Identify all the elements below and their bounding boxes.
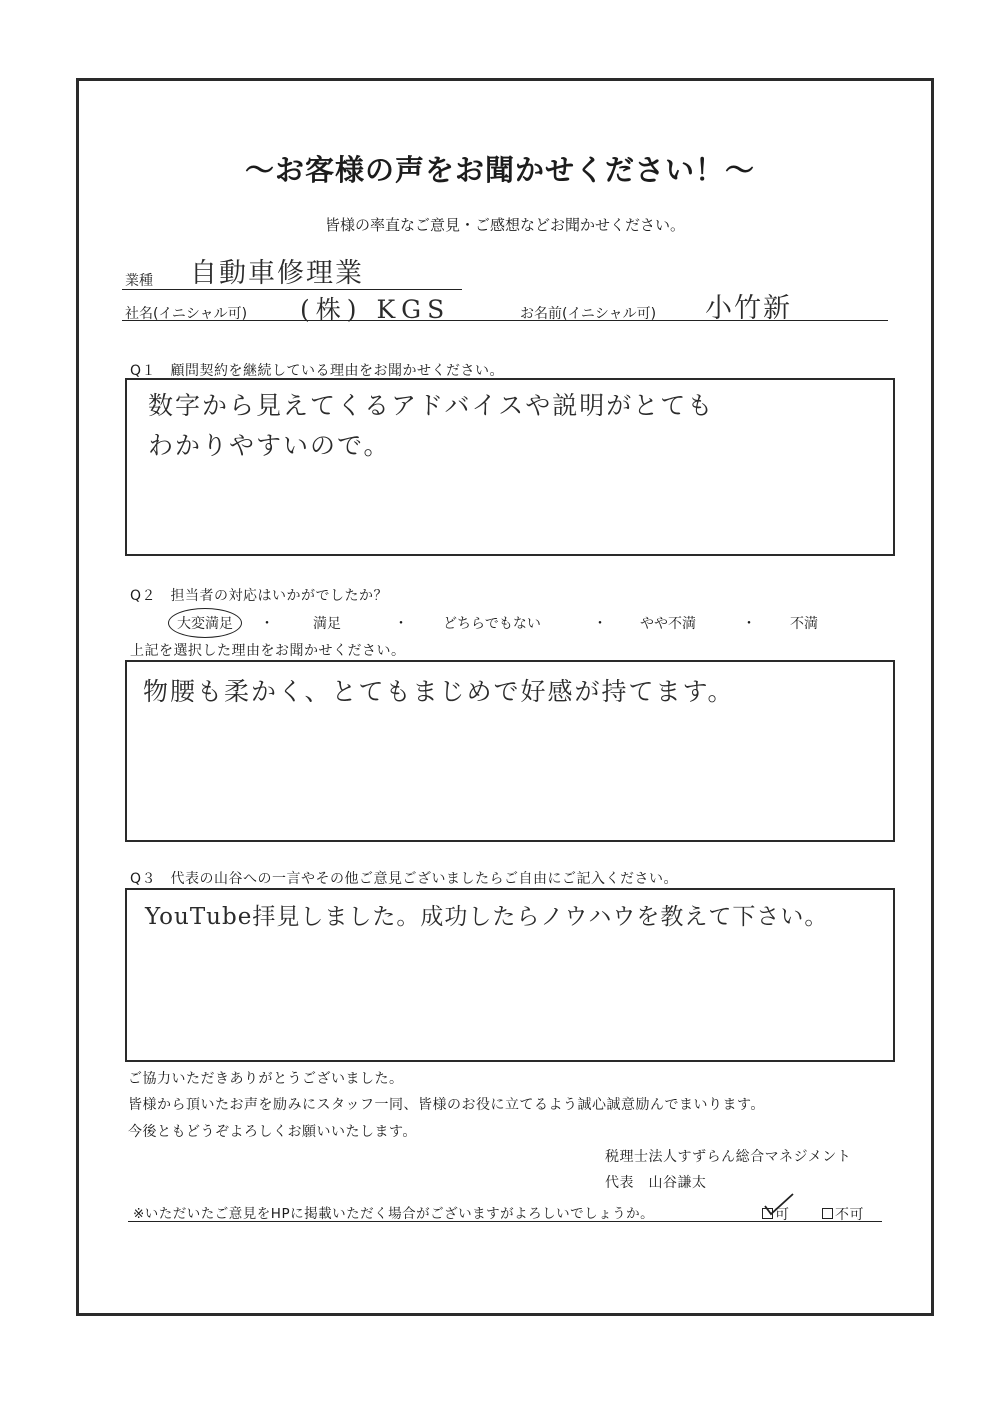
representative-name: 代表 山谷謙太 [605, 1175, 707, 1191]
check-mark-icon [761, 1190, 797, 1220]
q2-separator: ・ [394, 616, 408, 632]
name-value: 小竹新 [705, 293, 792, 324]
industry-value: 自動車修理業 [190, 258, 364, 289]
page-subtitle: 皆様の率直なご意見・ご感想などお聞かせください。 [324, 216, 685, 234]
q1-answer-line1: 数字から見えてくるアドバイスや説明がとても [148, 391, 715, 420]
q2-answer-line1: 物腰も柔かく、とてもまじめで好感が持てます。 [143, 677, 735, 706]
closing-message: 皆様から頂いたお声を励みにスタッフ一同、皆様のお役に立てるよう誠心誠意励んでまいります。 [128, 1097, 765, 1113]
q1-answer-line2: わかりやすいので。 [148, 431, 391, 460]
page-title: 〜お客様の声をお聞かせください！〜 [244, 153, 755, 187]
q3-answer-line1: YouTube拝見しました。成功したらノウハウを教えて下さい。 [145, 904, 829, 930]
top-margin-trace [240, 44, 560, 64]
permission-underline [128, 1221, 882, 1222]
allow-label: 可 [775, 1207, 790, 1223]
q2-separator: ・ [593, 616, 607, 632]
q2-option-very-satisfied[interactable]: 大変満足 [177, 616, 233, 632]
company-value: (株) KGS [300, 295, 451, 324]
company-label: 社名(イニシャル可) [125, 306, 248, 322]
q3-question: Q３ 代表の山谷への一言やその他ご意見ございましたらご自由にご記入ください。 [130, 871, 679, 887]
closing-thanks: ご協力いただきありがとうございました。 [128, 1071, 404, 1087]
q2-option-neutral[interactable]: どちらでもない [443, 616, 541, 632]
q2-question: Q２ 担当者の対応はいかがでしたか？ [130, 588, 389, 604]
name-label: お名前(イニシャル可) [520, 306, 657, 322]
q1-question: Q１ 顧問契約を継続している理由をお聞かせください。 [130, 363, 505, 379]
q2-separator: ・ [260, 616, 274, 632]
industry-label: 業種 [125, 273, 153, 289]
q2-reason-label: 上記を選択した理由をお聞かせください。 [130, 643, 406, 659]
q2-option-satisfied[interactable]: 満足 [313, 616, 341, 632]
company-name-underline [122, 320, 888, 321]
permission-question: ※いただいたご意見をHPに掲載いただく場合がございますがよろしいでしょうか。 [133, 1206, 655, 1222]
q2-option-very-dissatisfied[interactable]: 不満 [790, 616, 818, 632]
deny-checkbox[interactable] [822, 1208, 833, 1219]
deny-label: 不可 [835, 1207, 864, 1223]
q2-separator: ・ [742, 616, 756, 632]
organization-name: 税理士法人すずらん総合マネジメント [605, 1149, 852, 1165]
closing-regards: 今後ともどうぞよろしくお願いいたします。 [128, 1124, 417, 1140]
q2-option-dissatisfied[interactable]: やや不満 [640, 616, 696, 632]
